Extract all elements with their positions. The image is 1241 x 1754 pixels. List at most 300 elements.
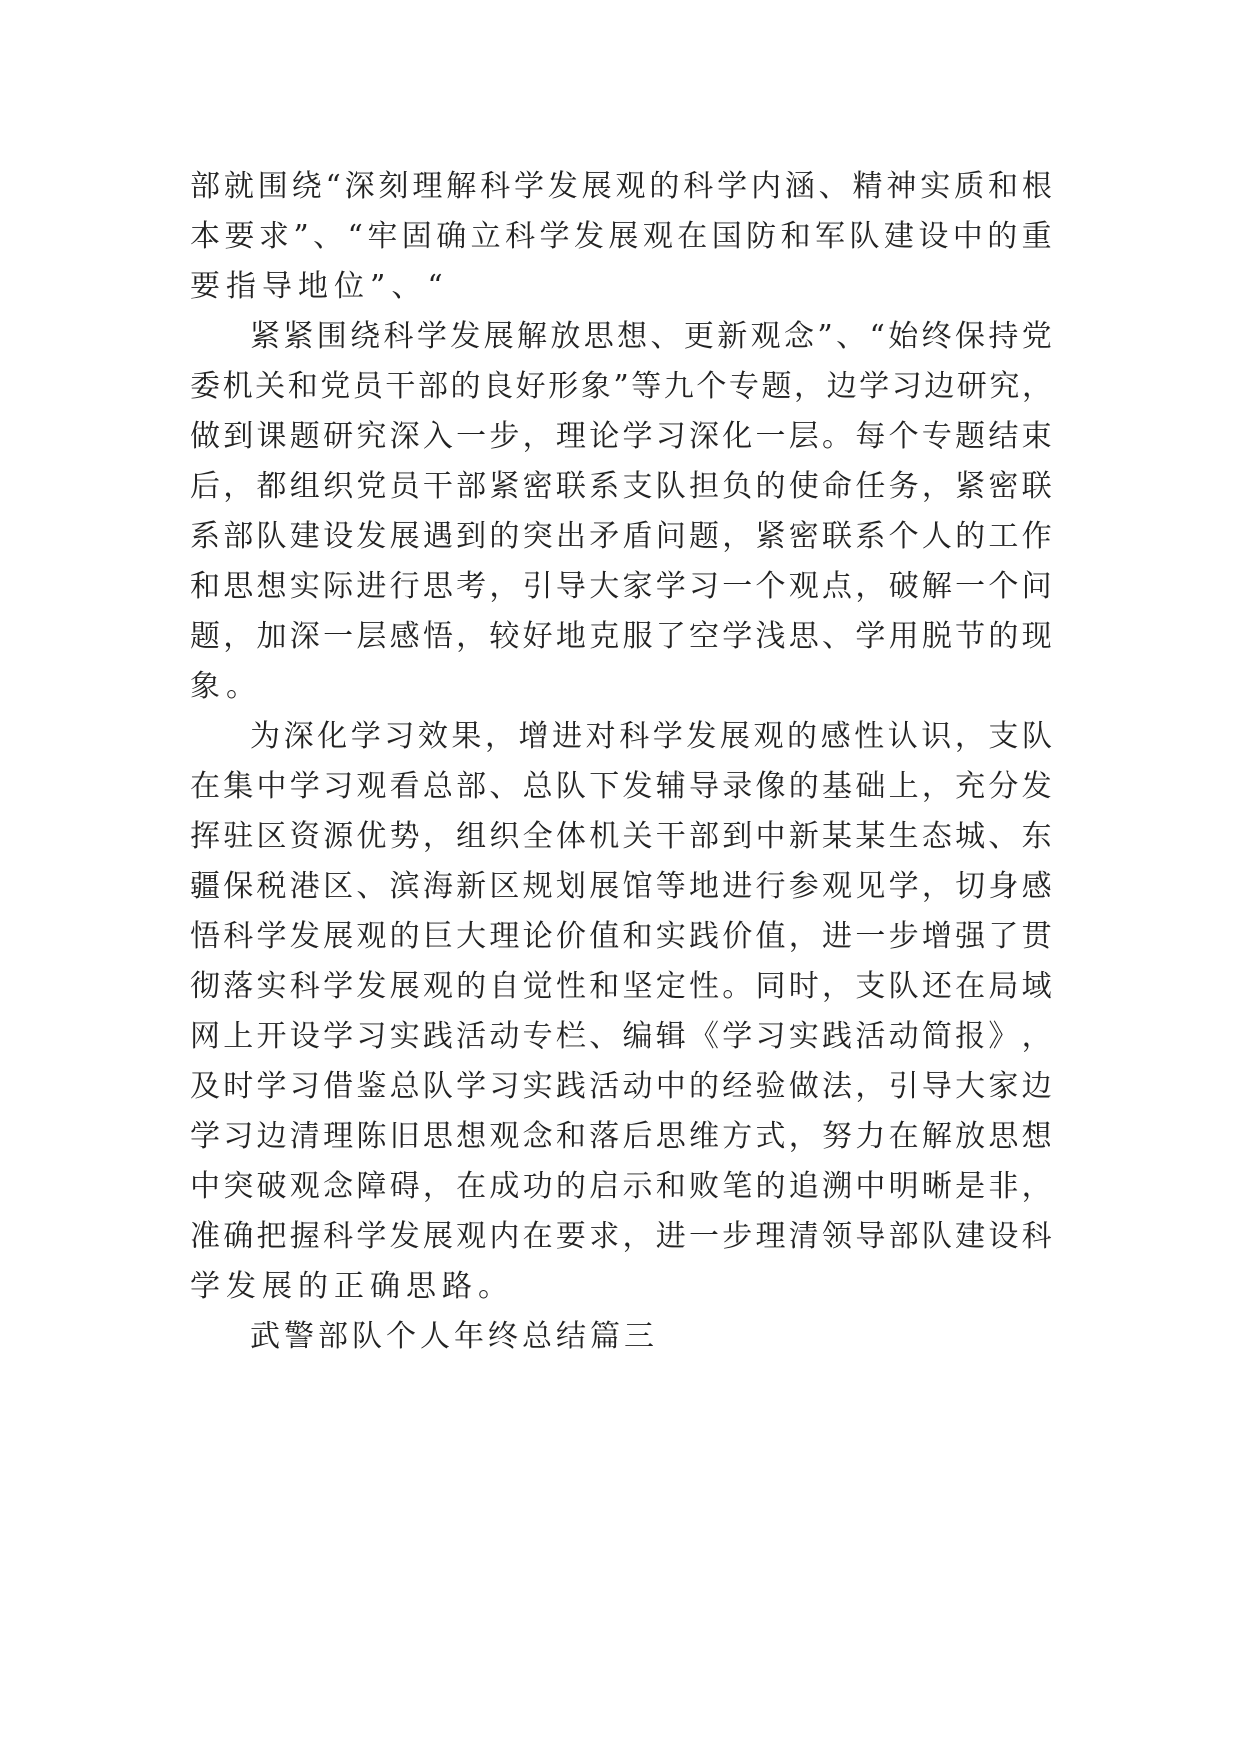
glyph: 及 bbox=[190, 1069, 220, 1104]
glyph: 身 bbox=[988, 869, 1019, 904]
glyph: 深 bbox=[389, 419, 420, 454]
glyph: 建 bbox=[883, 219, 914, 254]
glyph: 大 bbox=[955, 1069, 986, 1104]
glyph: 好 bbox=[515, 369, 546, 404]
glyph: 使 bbox=[788, 469, 819, 504]
glyph: 开 bbox=[256, 1019, 287, 1054]
glyph: 题 bbox=[190, 619, 220, 654]
glyph: 的 bbox=[389, 919, 420, 954]
glyph: 防 bbox=[746, 219, 777, 254]
glyph: 观 bbox=[750, 319, 781, 354]
glyph: 习 bbox=[223, 1119, 254, 1154]
glyph: 队 bbox=[555, 769, 586, 804]
glyph: 深 bbox=[344, 169, 375, 204]
glyph: 某 bbox=[855, 819, 886, 854]
glyph: 实 bbox=[289, 569, 320, 604]
glyph: 观 bbox=[356, 769, 387, 804]
glyph: 态 bbox=[921, 819, 952, 854]
glyph: 本 bbox=[190, 219, 220, 254]
line-text: 学发展的正确思路。 bbox=[190, 1269, 514, 1304]
glyph: 全 bbox=[522, 819, 553, 854]
glyph: 编 bbox=[622, 1019, 653, 1054]
glyph: 专 bbox=[728, 369, 759, 404]
glyph: ， bbox=[223, 619, 254, 654]
glyph: 观 bbox=[356, 919, 387, 954]
glyph: 部 bbox=[688, 819, 719, 854]
glyph: 发 bbox=[356, 969, 387, 1004]
glyph: 在 bbox=[888, 1119, 919, 1154]
glyph: 观 bbox=[642, 219, 673, 254]
glyph: 观 bbox=[489, 1119, 520, 1154]
glyph: 党 bbox=[1021, 319, 1052, 354]
glyph: 的 bbox=[456, 969, 487, 1004]
glyph: 和 bbox=[589, 969, 620, 1004]
glyph: 到 bbox=[223, 419, 254, 454]
glyph: 步 bbox=[888, 919, 919, 954]
glyph: 解 bbox=[921, 1119, 952, 1154]
glyph: 总 bbox=[522, 769, 553, 804]
glyph: 性 bbox=[854, 719, 885, 754]
glyph: 求 bbox=[258, 219, 289, 254]
glyph: 导 bbox=[555, 569, 586, 604]
document-body bbox=[190, 162, 1052, 1362]
glyph: 方 bbox=[722, 1119, 753, 1154]
glyph: 展 bbox=[483, 319, 514, 354]
glyph: 优 bbox=[356, 819, 387, 854]
glyph: 规 bbox=[522, 869, 553, 904]
glyph: 脱 bbox=[921, 619, 952, 654]
glyph: 分 bbox=[988, 769, 1019, 804]
glyph: 的 bbox=[988, 619, 1019, 654]
glyph: 践 bbox=[822, 1019, 853, 1054]
glyph: 观 bbox=[822, 869, 853, 904]
glyph: 人 bbox=[921, 519, 952, 554]
glyph: 队 bbox=[888, 969, 919, 1004]
glyph: 和 bbox=[287, 369, 318, 404]
glyph: 结 bbox=[988, 419, 1019, 454]
glyph: 题 bbox=[955, 419, 986, 454]
glyph: ， bbox=[422, 1169, 453, 1204]
glyph: 束 bbox=[1021, 419, 1052, 454]
glyph: 观 bbox=[753, 719, 784, 754]
glyph: 较 bbox=[489, 619, 520, 654]
glyph: 根 bbox=[1021, 169, 1052, 204]
glyph: 实 bbox=[788, 1019, 819, 1054]
glyph: 、 bbox=[313, 219, 344, 254]
glyph: 队 bbox=[921, 1219, 952, 1254]
glyph: 个 bbox=[988, 569, 1019, 604]
glyph: 习 bbox=[384, 719, 415, 754]
glyph: 势 bbox=[389, 819, 420, 854]
glyph: 和 bbox=[655, 1169, 686, 1204]
glyph: 理 bbox=[489, 919, 520, 954]
glyph: 报 bbox=[955, 1019, 986, 1054]
glyph: 每 bbox=[855, 419, 886, 454]
glyph: 握 bbox=[289, 1219, 320, 1254]
glyph: 体 bbox=[555, 819, 586, 854]
glyph: 好 bbox=[522, 619, 553, 654]
glyph: 和 bbox=[622, 919, 653, 954]
glyph: ， bbox=[456, 619, 487, 654]
text-line bbox=[190, 262, 1052, 312]
glyph: 滨 bbox=[389, 869, 420, 904]
glyph: 要 bbox=[555, 1219, 586, 1254]
glyph: 机 bbox=[589, 819, 620, 854]
glyph: 总 bbox=[389, 1069, 420, 1104]
glyph: 源 bbox=[323, 819, 354, 854]
glyph: 到 bbox=[456, 519, 487, 554]
glyph: 陈 bbox=[356, 1119, 387, 1154]
glyph: 念 bbox=[784, 319, 814, 354]
glyph: 性 bbox=[688, 969, 719, 1004]
glyph: 密 bbox=[988, 469, 1019, 504]
glyph: 建 bbox=[955, 1219, 986, 1254]
text-line bbox=[190, 862, 1052, 912]
glyph: 理 bbox=[323, 1119, 354, 1154]
glyph: 借 bbox=[323, 1069, 354, 1104]
glyph: 东 bbox=[1021, 819, 1052, 854]
glyph: 在 bbox=[190, 769, 220, 804]
glyph: 学 bbox=[356, 1219, 387, 1254]
glyph: 家 bbox=[622, 569, 653, 604]
glyph: 和 bbox=[987, 169, 1018, 204]
glyph: ， bbox=[622, 1219, 653, 1254]
glyph: 设 bbox=[988, 1219, 1019, 1254]
glyph: 部 bbox=[190, 169, 220, 204]
text-line bbox=[190, 1212, 1052, 1262]
glyph: 破 bbox=[256, 1169, 287, 1204]
glyph: 等 bbox=[655, 869, 686, 904]
glyph: 学 bbox=[717, 169, 748, 204]
glyph: 基 bbox=[822, 769, 853, 804]
glyph: 习 bbox=[655, 419, 686, 454]
glyph: 参 bbox=[788, 869, 819, 904]
glyph: 要 bbox=[224, 219, 255, 254]
glyph: 实 bbox=[920, 169, 951, 204]
glyph: 发 bbox=[573, 219, 604, 254]
glyph: ， bbox=[794, 369, 825, 404]
glyph: 科 bbox=[1021, 1219, 1052, 1254]
glyph: 课 bbox=[256, 419, 287, 454]
glyph: 网 bbox=[190, 1019, 220, 1054]
glyph: 行 bbox=[389, 569, 420, 604]
glyph: 思 bbox=[583, 319, 614, 354]
glyph: 展 bbox=[589, 869, 620, 904]
glyph: 发 bbox=[289, 919, 320, 954]
glyph: 的 bbox=[555, 1169, 586, 1204]
glyph: 中 bbox=[855, 1169, 886, 1204]
paragraph bbox=[190, 712, 1052, 1312]
glyph: ， bbox=[1021, 1169, 1052, 1204]
glyph: 员 bbox=[389, 469, 420, 504]
glyph: 空 bbox=[688, 619, 719, 654]
glyph: 内 bbox=[750, 169, 781, 204]
glyph: 解 bbox=[446, 169, 477, 204]
glyph: 破 bbox=[888, 569, 919, 604]
glyph: 精 bbox=[852, 169, 883, 204]
glyph: 增 bbox=[518, 719, 549, 754]
glyph: 引 bbox=[888, 1069, 919, 1104]
glyph: 发 bbox=[622, 769, 653, 804]
glyph: 任 bbox=[855, 469, 886, 504]
glyph: 求 bbox=[589, 1219, 620, 1254]
glyph: ， bbox=[954, 719, 985, 754]
glyph: 导 bbox=[688, 769, 719, 804]
glyph: 涵 bbox=[784, 169, 815, 204]
glyph: 的 bbox=[987, 219, 1018, 254]
glyph: 挥 bbox=[190, 819, 220, 854]
glyph: 想 bbox=[256, 569, 287, 604]
glyph: 紧 bbox=[489, 469, 520, 504]
glyph: 确 bbox=[223, 1219, 254, 1254]
glyph: 紧 bbox=[755, 519, 786, 554]
glyph: 支 bbox=[622, 469, 653, 504]
glyph: 学 bbox=[513, 169, 544, 204]
glyph: 展 bbox=[608, 219, 639, 254]
glyph: 一 bbox=[855, 919, 886, 954]
glyph: 观 bbox=[456, 1219, 487, 1254]
glyph: 、 bbox=[988, 819, 1019, 854]
glyph: 军 bbox=[815, 219, 845, 254]
text-line bbox=[190, 362, 1052, 412]
glyph: 一 bbox=[755, 419, 786, 454]
glyph: 层 bbox=[788, 419, 819, 454]
glyph: 中 bbox=[755, 819, 786, 854]
glyph: 边 bbox=[256, 1119, 287, 1154]
glyph: 明 bbox=[888, 1169, 919, 1204]
glyph: 了 bbox=[988, 919, 1019, 954]
glyph: 学 bbox=[289, 769, 320, 804]
glyph: 新 bbox=[717, 319, 748, 354]
text-line bbox=[190, 1112, 1052, 1162]
text-line bbox=[190, 962, 1052, 1012]
glyph: 一 bbox=[955, 569, 986, 604]
text-line bbox=[190, 412, 1052, 462]
text-line bbox=[190, 312, 1052, 362]
glyph: 和 bbox=[780, 219, 811, 254]
glyph: 看 bbox=[389, 769, 420, 804]
glyph: 做 bbox=[788, 1069, 819, 1104]
glyph: 功 bbox=[522, 1169, 553, 1204]
glyph: 用 bbox=[888, 619, 919, 654]
glyph: 化 bbox=[722, 419, 753, 454]
glyph: 到 bbox=[722, 819, 753, 854]
glyph: 学 bbox=[256, 1069, 287, 1104]
glyph: 科 bbox=[505, 219, 536, 254]
glyph: 。 bbox=[722, 969, 753, 1004]
glyph: 保 bbox=[954, 319, 985, 354]
glyph: 、 bbox=[836, 319, 867, 354]
glyph: 的 bbox=[489, 519, 520, 554]
glyph: 活 bbox=[855, 1019, 886, 1054]
glyph: 紧 bbox=[955, 469, 986, 504]
glyph: 辅 bbox=[655, 769, 686, 804]
glyph: 党 bbox=[356, 469, 387, 504]
glyph: ， bbox=[522, 419, 553, 454]
glyph: 联 bbox=[1021, 469, 1052, 504]
glyph: 设 bbox=[289, 1019, 320, 1054]
glyph: 性 bbox=[555, 969, 586, 1004]
glyph: 落 bbox=[223, 969, 254, 1004]
glyph: 部 bbox=[223, 519, 254, 554]
glyph: 展 bbox=[581, 169, 612, 204]
glyph: 始 bbox=[888, 319, 919, 354]
glyph: 委 bbox=[190, 369, 220, 404]
glyph: ， bbox=[855, 1069, 886, 1104]
glyph: 密 bbox=[788, 519, 819, 554]
glyph: 研 bbox=[323, 419, 354, 454]
glyph: 发 bbox=[686, 719, 717, 754]
glyph: ” bbox=[817, 319, 833, 354]
glyph: 节 bbox=[955, 619, 986, 654]
glyph: 晰 bbox=[921, 1169, 952, 1204]
glyph: 努 bbox=[822, 1119, 853, 1154]
glyph: 进 bbox=[822, 919, 853, 954]
glyph: 点 bbox=[822, 569, 853, 604]
glyph: 突 bbox=[223, 1169, 254, 1204]
glyph: 观 bbox=[289, 1169, 320, 1204]
glyph: 专 bbox=[921, 419, 952, 454]
glyph: 学 bbox=[722, 1019, 753, 1054]
glyph: 设 bbox=[918, 219, 949, 254]
text-line bbox=[190, 512, 1052, 562]
glyph: 习 bbox=[489, 1069, 520, 1104]
text-line bbox=[190, 1262, 1052, 1312]
glyph: 价 bbox=[722, 919, 753, 954]
glyph: 启 bbox=[589, 1169, 620, 1204]
glyph: 象 bbox=[580, 369, 611, 404]
glyph: 理 bbox=[755, 1219, 786, 1254]
glyph: 悟 bbox=[190, 919, 220, 954]
glyph: 学 bbox=[456, 1069, 487, 1104]
glyph: 对 bbox=[585, 719, 616, 754]
glyph: 个 bbox=[888, 519, 919, 554]
glyph: 深 bbox=[283, 719, 314, 754]
glyph: 中 bbox=[190, 1169, 220, 1204]
section-heading: 武警部队个人年终总结篇三 bbox=[250, 1319, 658, 1354]
glyph: 学 bbox=[855, 619, 886, 654]
glyph: 一 bbox=[323, 619, 354, 654]
glyph: 放 bbox=[550, 319, 581, 354]
line-text: 要指导地位”、“ bbox=[190, 269, 449, 304]
glyph: 、 bbox=[822, 619, 853, 654]
glyph: 感 bbox=[389, 619, 420, 654]
glyph: 践 bbox=[688, 919, 719, 954]
glyph: 导 bbox=[855, 1219, 886, 1254]
glyph: 为 bbox=[250, 719, 280, 754]
glyph: 值 bbox=[589, 919, 620, 954]
glyph: 的 bbox=[955, 519, 986, 554]
glyph: 研 bbox=[956, 369, 987, 404]
glyph: 引 bbox=[522, 569, 553, 604]
glyph: 部 bbox=[456, 769, 487, 804]
glyph: 海 bbox=[422, 869, 453, 904]
glyph: 是 bbox=[955, 1169, 986, 1204]
glyph: 价 bbox=[555, 919, 586, 954]
glyph: 队 bbox=[655, 469, 686, 504]
glyph: 辑 bbox=[655, 1019, 686, 1054]
glyph: 边 bbox=[1021, 1069, 1052, 1104]
glyph: 资 bbox=[289, 819, 320, 854]
text-line bbox=[190, 1012, 1052, 1062]
glyph: 干 bbox=[655, 819, 686, 854]
glyph: 效 bbox=[417, 719, 448, 754]
glyph: 织 bbox=[489, 819, 520, 854]
glyph: 遇 bbox=[422, 519, 453, 554]
glyph: 和 bbox=[190, 569, 220, 604]
glyph: 突 bbox=[522, 519, 553, 554]
glyph: 步 bbox=[489, 419, 520, 454]
glyph: 更 bbox=[683, 319, 714, 354]
glyph: 论 bbox=[522, 919, 553, 954]
glyph: 值 bbox=[755, 919, 786, 954]
glyph: 固 bbox=[401, 219, 432, 254]
glyph: 系 bbox=[589, 469, 620, 504]
glyph: 、 bbox=[589, 1019, 620, 1054]
glyph: 实 bbox=[655, 919, 686, 954]
glyph: 的 bbox=[787, 719, 817, 754]
glyph: 习 bbox=[891, 369, 922, 404]
glyph: 习 bbox=[356, 1019, 387, 1054]
text-line bbox=[190, 562, 1052, 612]
glyph: 区 bbox=[323, 869, 354, 904]
glyph: 克 bbox=[589, 619, 620, 654]
glyph: ， bbox=[921, 869, 952, 904]
glyph: 准 bbox=[190, 1219, 220, 1254]
glyph: 科 bbox=[383, 319, 414, 354]
glyph: 大 bbox=[456, 919, 487, 954]
glyph: ， bbox=[788, 1119, 819, 1154]
glyph: 感 bbox=[820, 719, 851, 754]
glyph: 现 bbox=[1021, 619, 1052, 654]
glyph: 时 bbox=[788, 969, 819, 1004]
glyph: 展 bbox=[389, 969, 420, 1004]
glyph: 集 bbox=[223, 769, 254, 804]
glyph: 笔 bbox=[722, 1169, 753, 1204]
glyph: 活 bbox=[456, 1019, 487, 1054]
glyph: 动 bbox=[622, 1069, 653, 1104]
glyph: 总 bbox=[422, 769, 453, 804]
glyph: 科 bbox=[683, 169, 714, 204]
glyph: 的 bbox=[788, 769, 819, 804]
glyph: 的 bbox=[755, 1169, 786, 1204]
glyph: 动 bbox=[888, 1019, 919, 1054]
text-line bbox=[190, 762, 1052, 812]
glyph: 题 bbox=[688, 519, 719, 554]
glyph: 队 bbox=[1021, 719, 1052, 754]
glyph: 悟 bbox=[422, 619, 453, 654]
glyph: 学 bbox=[256, 919, 287, 954]
glyph: “ bbox=[869, 319, 885, 354]
glyph: 解 bbox=[921, 569, 952, 604]
paragraph bbox=[190, 162, 1052, 312]
glyph: 学 bbox=[323, 969, 354, 1004]
glyph: 关 bbox=[622, 819, 653, 854]
text-line bbox=[190, 662, 1052, 712]
glyph: “ bbox=[325, 169, 341, 204]
glyph: 设 bbox=[323, 519, 354, 554]
glyph: ， bbox=[921, 469, 952, 504]
glyph: ， bbox=[788, 919, 819, 954]
glyph: 科 bbox=[289, 969, 320, 1004]
glyph: 中 bbox=[655, 1069, 686, 1104]
glyph: 果 bbox=[451, 719, 482, 754]
glyph: 担 bbox=[688, 469, 719, 504]
glyph: 学 bbox=[416, 319, 447, 354]
glyph: 中 bbox=[256, 769, 287, 804]
glyph: 示 bbox=[622, 1169, 653, 1204]
glyph: 新 bbox=[788, 819, 819, 854]
